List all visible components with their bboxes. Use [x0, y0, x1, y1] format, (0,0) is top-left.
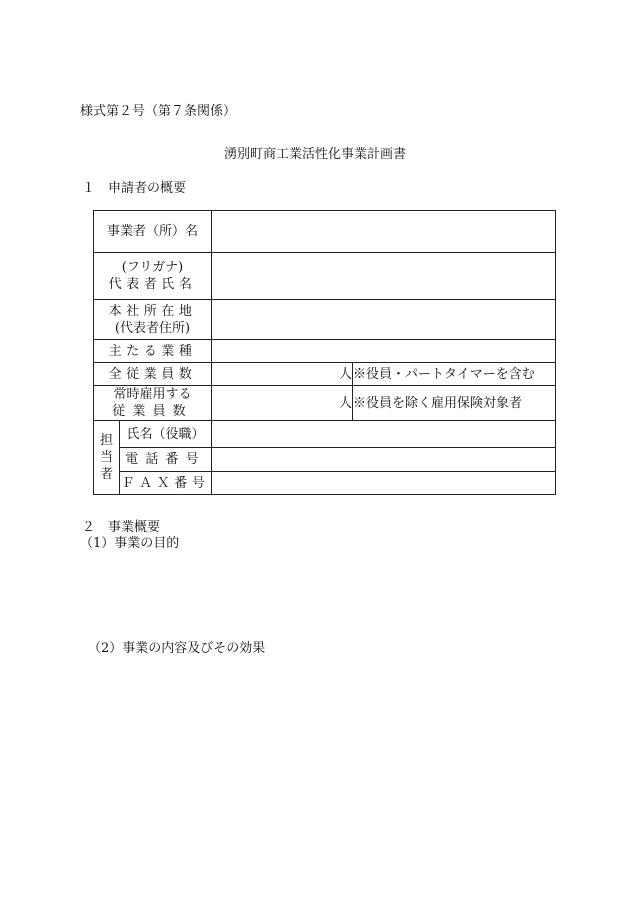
furigana-label: (フリガナ): [121, 260, 184, 275]
business-name-label: 事業者（所）名: [94, 211, 212, 253]
contact-phone-field[interactable]: [212, 448, 556, 472]
contact-fax-label: ＦＡＸ番号: [120, 472, 212, 495]
row-contact-phone: [94, 448, 556, 472]
section-2-heading: ２ 事業概要: [82, 520, 161, 535]
regular-employees-unit: 人: [339, 395, 353, 411]
contact-person-label: 担 当 者: [94, 421, 120, 495]
row-industry: [94, 340, 556, 363]
regular-employees-field[interactable]: [212, 386, 353, 421]
applicant-overview-table: [93, 210, 556, 495]
head-office-field[interactable]: [212, 300, 556, 340]
representative-name-label: 代表者氏名: [108, 277, 197, 292]
all-employees-label: 全従業員数: [94, 363, 212, 386]
contact-phone-label: 電話番号: [120, 448, 212, 472]
head-office-address-label: 本社所在地: [108, 303, 197, 319]
row-representative: [94, 253, 556, 300]
contact-name-field[interactable]: [212, 421, 556, 448]
representative-field[interactable]: [212, 253, 556, 300]
regular-employees-label: [94, 386, 212, 421]
regular-employees-line2: 従業員数: [112, 404, 193, 419]
row-head-office: [94, 300, 556, 340]
head-office-label: [94, 300, 212, 340]
regular-employees-line1: 常時雇用する: [113, 387, 192, 402]
section-1-heading: １ 申請者の概要: [82, 181, 187, 196]
industry-field[interactable]: [212, 340, 556, 363]
all-employees-field[interactable]: [212, 363, 353, 386]
row-contact-fax: [94, 472, 556, 495]
rep-address-label: (代表者住所): [114, 320, 191, 336]
row-regular-employees: [94, 386, 556, 421]
row-all-employees: [94, 363, 556, 386]
industry-label: 主たる業種: [94, 340, 212, 363]
all-employees-note: ※役員・パートタイマーを含む: [353, 363, 556, 386]
business-name-field[interactable]: [212, 211, 556, 253]
row-contact-name: [94, 421, 556, 448]
row-business-name: [94, 211, 556, 253]
purpose-heading: （1）事業の目的: [80, 536, 180, 551]
document-title: 湧別町商工業活性化事業計画書: [223, 147, 406, 162]
representative-label: [94, 253, 212, 300]
all-employees-unit: 人: [339, 366, 353, 382]
content-effect-heading: （2）事業の内容及びその効果: [88, 641, 266, 656]
regular-employees-note: ※役員を除く雇用保険対象者: [353, 386, 556, 421]
form-number: 様式第２号（第７条関係）: [80, 104, 237, 119]
contact-name-label: 氏名（役職）: [120, 421, 212, 448]
contact-fax-field[interactable]: [212, 472, 556, 495]
